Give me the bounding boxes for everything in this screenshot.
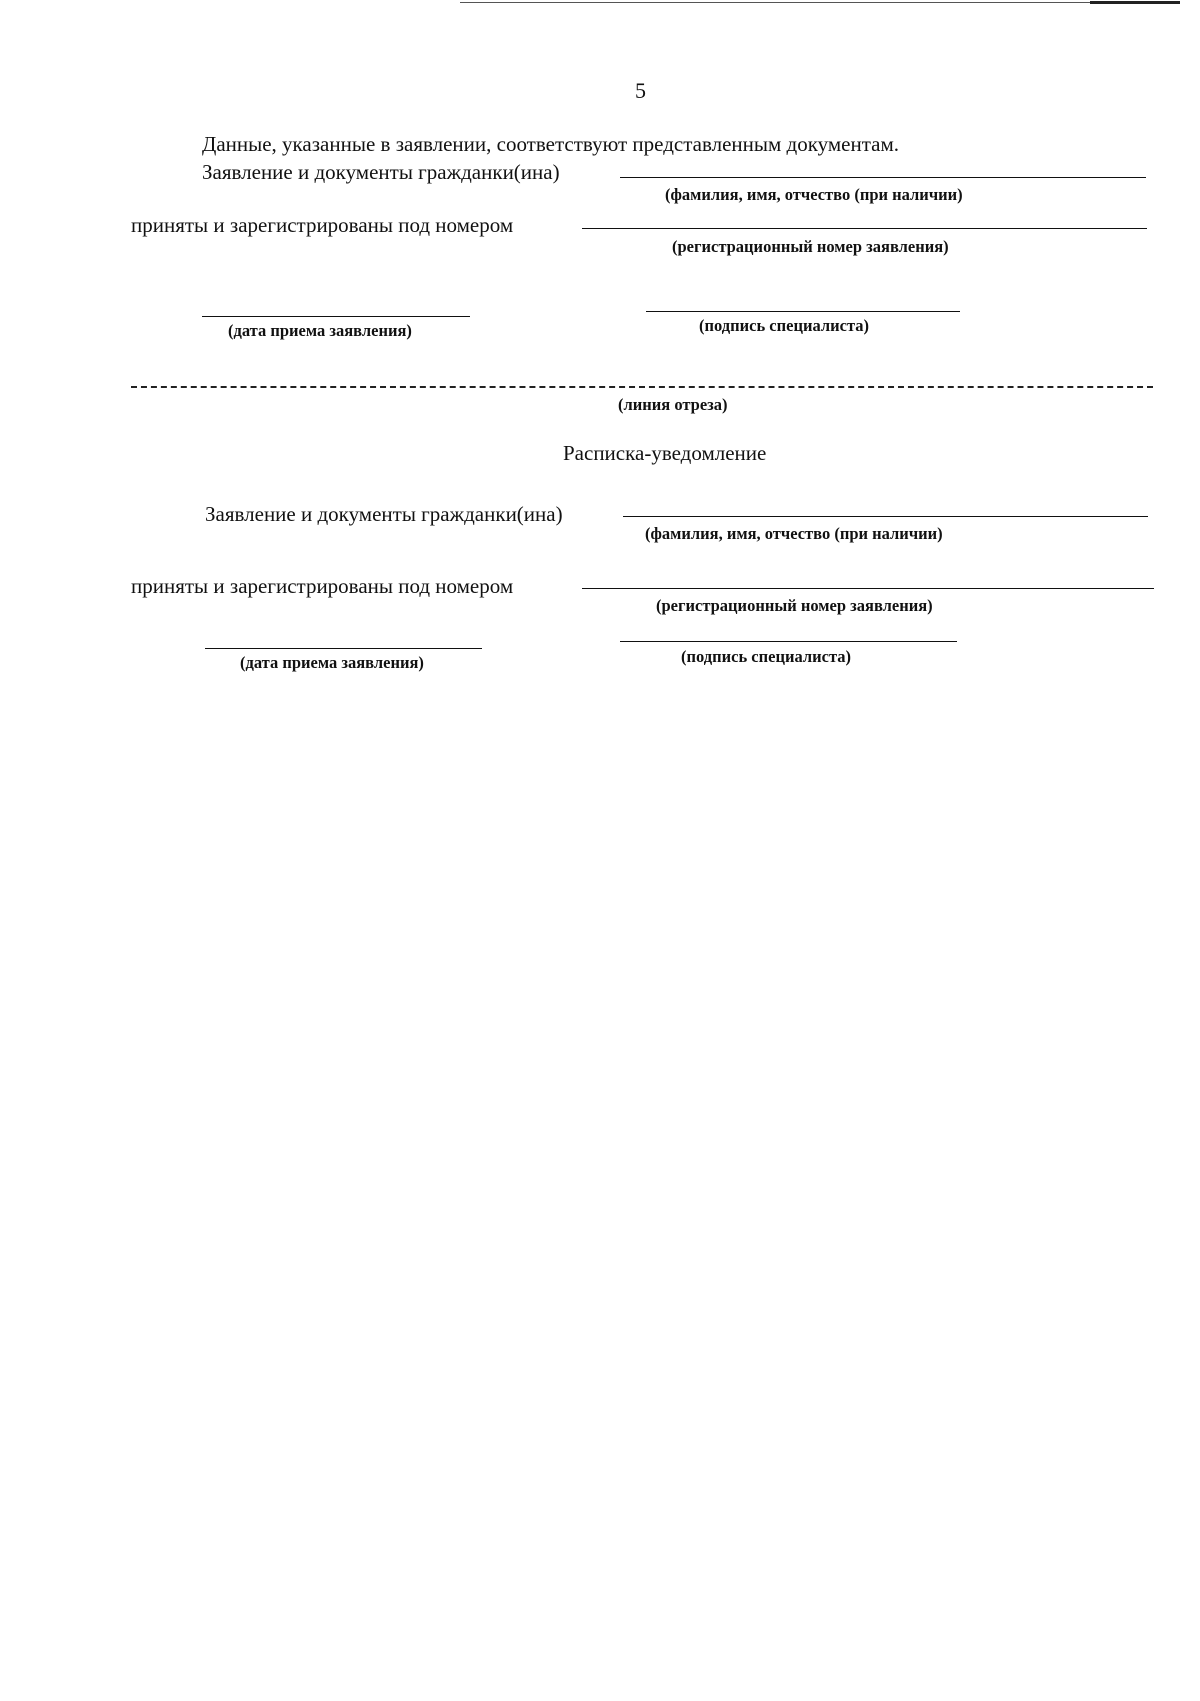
signature-field[interactable] — [620, 641, 957, 642]
registration-number-field[interactable] — [582, 588, 1154, 589]
date-field[interactable] — [202, 316, 470, 317]
registered-label: приняты и зарегистрированы под номером — [131, 574, 514, 598]
applicant-label: Заявление и документы гражданки(ина) — [205, 502, 563, 526]
scan-edge-artifact — [1090, 1, 1180, 4]
applicant-name-caption: (фамилия, имя, отчество (при наличии) — [645, 524, 943, 543]
date-field[interactable] — [205, 648, 482, 649]
applicant-label: Заявление и документы гражданки(ина) — [202, 160, 560, 184]
cut-line — [131, 386, 1153, 388]
applicant-name-caption: (фамилия, имя, отчество (при наличии) — [665, 185, 963, 204]
date-caption: (дата приема заявления) — [228, 321, 412, 340]
registered-label: приняты и зарегистрированы под номером — [131, 213, 514, 237]
receipt-title: Расписка-уведомление — [563, 441, 767, 465]
applicant-name-field[interactable] — [620, 177, 1146, 178]
signature-field[interactable] — [646, 311, 960, 312]
registration-number-field[interactable] — [582, 228, 1147, 229]
cut-line-caption: (линия отреза) — [618, 395, 728, 414]
date-caption: (дата приема заявления) — [240, 653, 424, 672]
statement-text: Данные, указанные в заявлении, соответствуют представленным документам. — [202, 132, 899, 156]
registration-number-caption: (регистрационный номер заявления) — [656, 596, 933, 615]
registration-number-caption: (регистрационный номер заявления) — [672, 237, 949, 256]
page-number: 5 — [635, 78, 646, 103]
applicant-name-field[interactable] — [623, 516, 1148, 517]
signature-caption: (подпись специалиста) — [699, 316, 870, 335]
scan-edge-artifact — [460, 2, 1180, 3]
signature-caption: (подпись специалиста) — [681, 647, 852, 666]
